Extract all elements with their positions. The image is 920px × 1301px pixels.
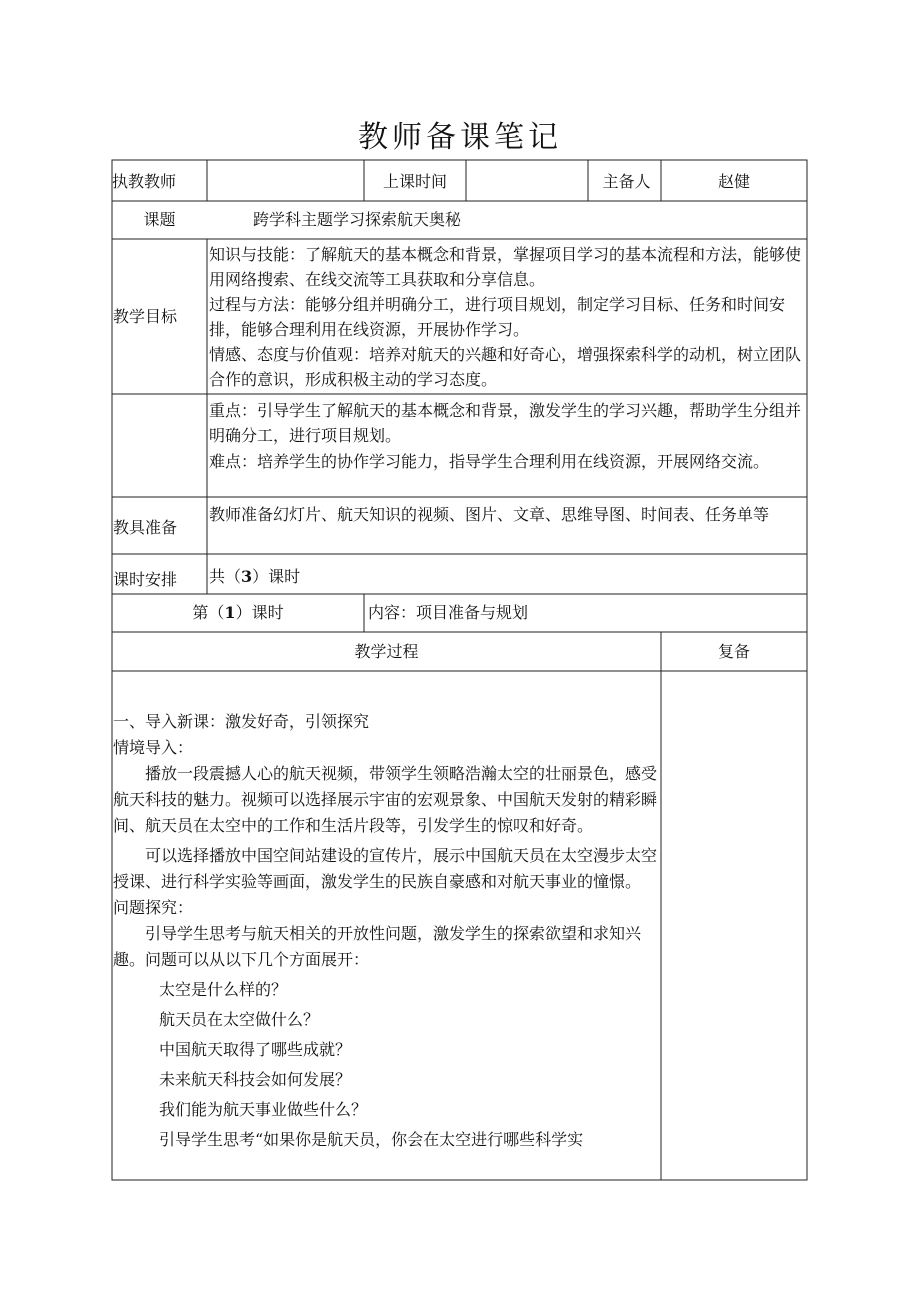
objective-process: 过程与方法：能够分组并明确分工，进行项目规划，制定学习目标、任务和时间安排，能够合理利用在线资源，开展协作学习。 (209, 295, 786, 339)
question-paragraph: 引导学生思考与航天相关的开放性问题，激发学生的探索欲望和求知兴趣。问题可以从以下几个方面展开： (113, 924, 642, 969)
lesson-count: 1 (224, 603, 236, 622)
lead-value: 赵健 (717, 172, 750, 191)
tools-value: 教师准备幻灯片、航天知识的视频、图片、文章、思维导图、时间表、任务单等 (209, 505, 770, 524)
objectives-content (209, 242, 805, 392)
last-line: 引导学生思考“如果你是航天员，你会在太空进行哪些科学实 (159, 1130, 584, 1149)
teacher-label: 执教教师 (112, 172, 177, 191)
schedule-count: 3 (241, 567, 253, 586)
lesson-suffix: ）课时 (235, 603, 284, 622)
scene-paragraph-1: 播放一段震撼人心的航天视频，带领学生领略浩瀚太空的壮丽景色，感受航天科技的魅力。视频可以选择展示宇宙的宏观景象、中国航天发射的精彩瞬间、航天员在太空中的工作和生活片段等，引发学生的惊叹和好奇。 (113, 764, 658, 835)
difficult-point: 难点：培养学生的协作学习能力，指导学生合理利用在线资源，开展网络交流。 (209, 452, 770, 471)
topic-value: 跨学科主题学习探索航天奥秘 (253, 210, 462, 229)
question-item: 我们能为航天事业做些什么？ (159, 1100, 368, 1119)
scene-label: 情境导入： (113, 738, 194, 757)
key-points-content (209, 398, 805, 474)
objective-attitude: 情感、态度与价值观：培养对航天的兴趣和好奇心，增强探索科学的动机，树立团队合作的意识，形成积极主动的学习态度。 (209, 345, 802, 389)
page-title: 教师备课笔记 (358, 120, 562, 155)
objective-knowledge: 知识与技能：了解航天的基本概念和背景，掌握项目学习的基本流程和方法，能够使用网络搜索、在线交流等工具获取和分享信息。 (209, 245, 802, 289)
key-point: 重点：引导学生了解航天的基本概念和背景，激发学生的学习兴趣，帮助学生分组并明确分工，进行项目规划。 (209, 401, 802, 445)
question-item: 未来航天科技会如何发展？ (159, 1070, 352, 1089)
schedule-suffix: ）课时 (252, 567, 301, 586)
lead-label: 主备人 (602, 172, 651, 191)
schedule-label: 课时安排 (113, 570, 178, 589)
process-header: 教学过程 (354, 642, 419, 661)
scene-paragraph-2: 可以选择播放中国空间站建设的宣传片，展示中国航天员在太空漫步太空授课、进行科学实验等画面，激发学生的民族自豪感和对航天事业的憧憬。 (113, 846, 658, 891)
lesson-content: 内容：项目准备与规划 (368, 603, 529, 622)
question-item: 中国航天取得了哪些成就？ (159, 1040, 352, 1059)
process-body (113, 709, 659, 1153)
schedule-value (209, 565, 509, 589)
tools-label: 教具准备 (113, 518, 178, 537)
question-label: 问题探究： (113, 898, 194, 917)
objectives-label: 教学目标 (113, 307, 178, 326)
question-item: 航天员在太空做什么？ (159, 1010, 320, 1029)
question-item: 太空是什么样的？ (159, 980, 288, 999)
topic-label: 课题 (143, 210, 176, 229)
time-label: 上课时间 (382, 172, 447, 191)
lesson-number (112, 601, 364, 625)
lesson-prefix: 第（ (192, 603, 225, 622)
section-heading: 一、导入新课：激发好奇，引领探究 (113, 712, 370, 731)
review-header: 复备 (717, 642, 750, 661)
schedule-prefix: 共（ (209, 567, 242, 586)
